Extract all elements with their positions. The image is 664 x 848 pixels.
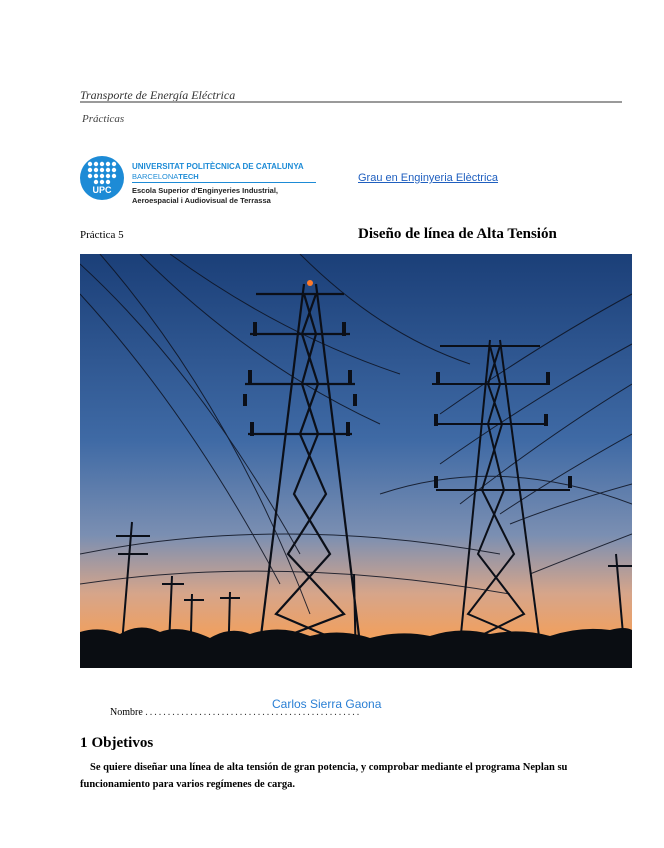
power-towers-photo: [80, 254, 632, 668]
upc-logo-circle: [80, 156, 124, 200]
section-heading: [80, 735, 153, 752]
name-field: [110, 707, 361, 718]
logo-school-line2: Aeroespacial i Audiovisual de Terrassa: [132, 196, 271, 205]
header-subtitle: Prácticas: [82, 113, 125, 125]
header-rule: [80, 101, 622, 103]
logo-separator: [132, 182, 316, 183]
logo-tech: TECH: [178, 172, 199, 181]
logo-barcelonatech: [132, 172, 199, 181]
page-title: Diseño de línea de Alta Tensión: [358, 226, 557, 242]
section-title: Objetivos: [91, 735, 154, 751]
section-body: Se quiere diseñar una línea de alta tensión de gran potencia, y comprobar mediante el programa Neplan su funcionamiento para varios regímenes de carga.: [80, 762, 568, 790]
header-title: Transporte de Energía Eléctrica: [80, 88, 236, 102]
degree-link[interactable]: Grau en Enginyeria Elèctrica: [358, 172, 499, 184]
name-label: Nombre: [110, 707, 143, 718]
logo-school-line1: Escola Superior d'Enginyeries Industrial,: [132, 186, 278, 195]
practice-label: Práctica 5: [80, 229, 124, 241]
logo-university: UNIVERSITAT POLITÈCNICA DE CATALUNYA: [132, 162, 304, 171]
logo-dots-icon: [87, 161, 117, 185]
logo-barcelona: BARCELONA: [132, 172, 179, 181]
author-name: Carlos Sierra Gaona: [272, 697, 382, 711]
upc-logo: [80, 156, 330, 208]
section-number: 1: [80, 735, 88, 751]
name-dots: ................................................: [145, 707, 362, 718]
logo-abbr: UPC: [92, 185, 112, 195]
